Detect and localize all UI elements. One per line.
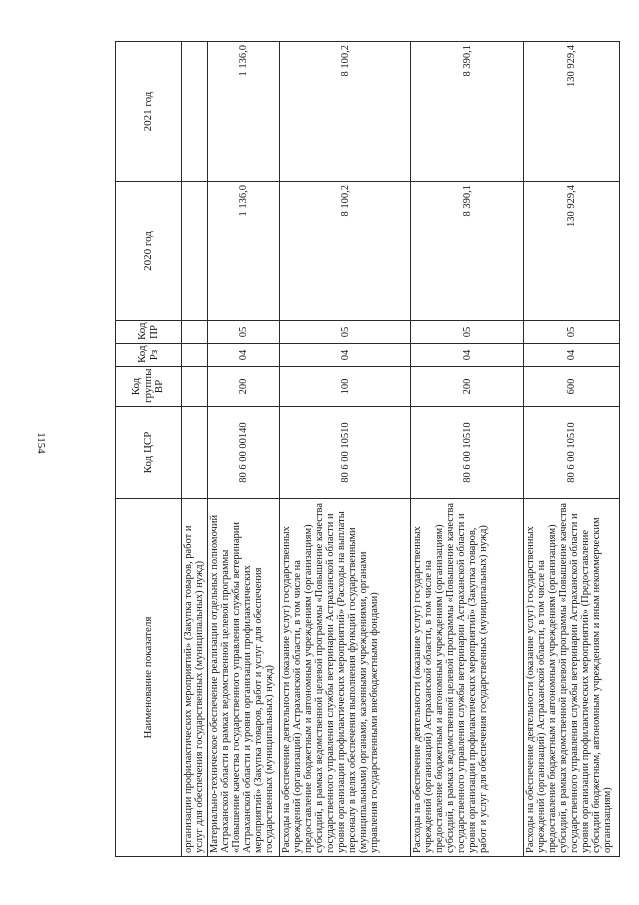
row-2020 [182, 182, 208, 321]
row-csr: 80 6 00 10510 [280, 407, 411, 499]
row-name: Материально-техническое обеспечение реализации отдельных полномочий Астраханской области в рамках ведомственной целевой программы «Повышение качества государственного управления службы ветеринарии Астраханской области и уровня организации профилактических мероприятий» (Закупка товаров, работ и услуг для обеспечения государственных (муниципальных) нужд) [208, 499, 280, 857]
row-rz [182, 344, 208, 367]
row-2021 [182, 42, 208, 182]
rotated-table-wrapper [115, 42, 619, 857]
table-row [280, 42, 411, 857]
row-name: Расходы на обеспечение деятельности (оказание услуг) государственных учреждений (организаций) Астраханской области, в том числе на предоставление бюджетным и автономным учреждениям (организациям) субсидий, в рамках ведомственной целевой программы «Повышение качества государственного управления службы ветеринарии Астраханской области и уровня организации профилактических мероприятий» (Закупка товаров, работ и услуг для обеспечения государственных (муниципальных) нужд) [411, 499, 524, 857]
header-vr: Код группы ВР [116, 367, 182, 407]
row-2020: 8 390,1 [411, 182, 524, 321]
table-row [182, 42, 208, 857]
row-vr: 200 [208, 367, 280, 407]
header-rz: Код Рз [116, 344, 182, 367]
table-row [411, 42, 524, 857]
row-2020: 1 136,0 [208, 182, 280, 321]
header-row [116, 42, 182, 857]
header-name: Наименование показателя [116, 499, 182, 857]
row-csr: 80 6 00 10510 [524, 407, 620, 499]
header-2020: 2020 год [116, 182, 182, 321]
header-csr: Код ЦСР [116, 407, 182, 499]
row-pr: 05 [524, 321, 620, 344]
row-2020: 8 100,2 [280, 182, 411, 321]
row-name: организации профилактических мероприятий» (Закупка товаров, работ и услуг для обеспечения государственных (муниципальных) нужд) [182, 499, 208, 857]
row-vr: 200 [411, 367, 524, 407]
row-vr: 600 [524, 367, 620, 407]
budget-table [115, 41, 620, 857]
header-2021: 2021 год [116, 42, 182, 182]
row-pr: 05 [280, 321, 411, 344]
row-csr: 80 6 00 10510 [411, 407, 524, 499]
row-2021: 8 390,1 [411, 42, 524, 182]
header-pr: Код ПР [116, 321, 182, 344]
row-2021: 8 100,2 [280, 42, 411, 182]
row-2021: 130 929,4 [524, 42, 620, 182]
table-row [208, 42, 280, 857]
row-pr: 05 [208, 321, 280, 344]
row-csr [182, 407, 208, 499]
row-name: Расходы на обеспечение деятельности (оказание услуг) государственных учреждений (организаций) Астраханской области, в том числе на предоставление бюджетным и автономным учреждениям (организациям) субсидий, в рамках ведомственной целевой программы «Повышение качества государственного управления службы ветеринарии Астраханской области и уровня организации профилактических мероприятий» (Предоставление субсидий бюджетным, автономным учреждениям и иным некоммерческим организациям) [524, 499, 620, 857]
row-name: Расходы на обеспечение деятельности (оказание услуг) государственных учреждений (организаций) Астраханской области, в том числе на предоставление бюджетным и автономным учреждениям (организациям) субсидий, в рамках ведомственной целевой программы «Повышение качества государственного управления службы ветеринарии Астраханской области и уровня организации профилактических мероприятий» (Расходы на выплаты персоналу в целях обеспечения выполнения функций государственными (муниципальными) органами, казенными учреждениями, органами управления государственными внебюджетными фондами) [280, 499, 411, 857]
row-rz: 04 [524, 344, 620, 367]
row-csr: 80 6 00 00140 [208, 407, 280, 499]
table-row [524, 42, 620, 857]
row-rz: 04 [411, 344, 524, 367]
row-2021: 1 136,0 [208, 42, 280, 182]
row-vr: 100 [280, 367, 411, 407]
row-pr [182, 321, 208, 344]
row-vr [182, 367, 208, 407]
row-2020: 130 929,4 [524, 182, 620, 321]
row-rz: 04 [208, 344, 280, 367]
row-pr: 05 [411, 321, 524, 344]
page-number: 1154 [34, 432, 47, 454]
row-rz: 04 [280, 344, 411, 367]
